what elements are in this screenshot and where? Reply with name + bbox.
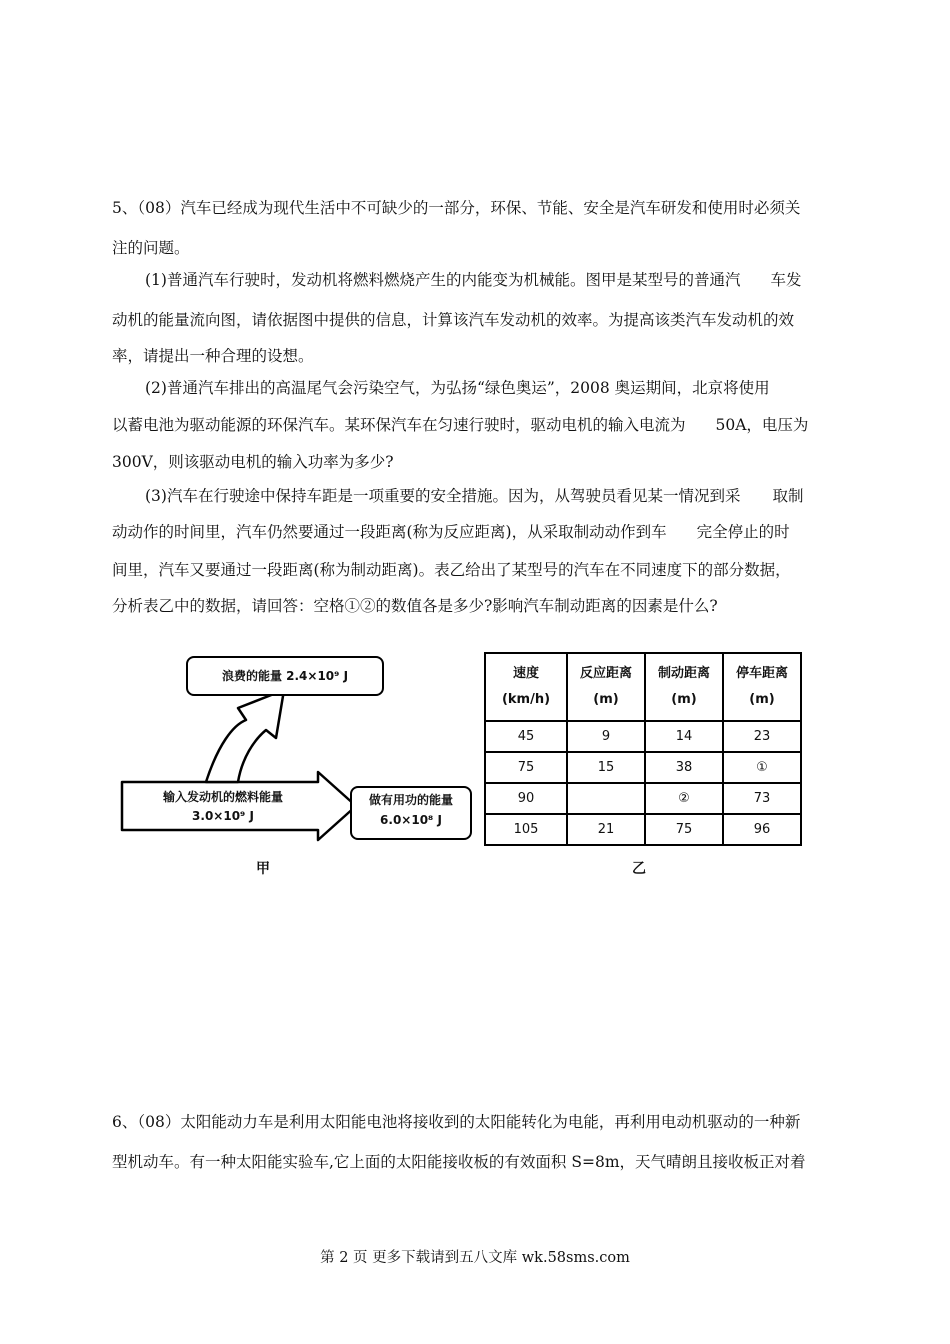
header-braking-distance: 制动距离 (m) xyxy=(645,653,723,721)
q6-line-1: 6、（08）太阳能动力车是利用太阳能电池将接收到的太阳能转化为电能，再利用电动机驱动的一种新 xyxy=(112,1113,801,1131)
input-energy-title: 输入发动机的燃料能量 xyxy=(162,790,283,804)
figure-label-jia: 甲 xyxy=(256,861,270,877)
table-cell: 96 xyxy=(723,814,801,845)
table-cell: 73 xyxy=(723,783,801,814)
table-cell: 23 xyxy=(723,721,801,752)
table-header-row xyxy=(485,653,801,721)
table-cell: 75 xyxy=(485,752,567,783)
useful-energy-title: 做有用功的能量 xyxy=(368,793,453,807)
header-speed: 速度 (km/h) xyxy=(485,653,567,721)
table-cell: 14 xyxy=(645,721,723,752)
table-row xyxy=(485,752,801,783)
input-energy-value: 3.0×10⁹ J xyxy=(192,809,254,823)
table-cell: 9 xyxy=(567,721,645,752)
waste-energy-box: 浪费的能量 2.4×10⁹ J xyxy=(186,656,384,696)
table-cell: 90 xyxy=(485,783,567,814)
input-energy-label xyxy=(128,788,318,826)
q5-part3-text-c: 动动作的时间里，汽车仍然要通过一段距离(称为反应距离)，从采取制动动作到车 xyxy=(112,523,667,541)
table-cell xyxy=(567,783,645,814)
q5-line-2: 注的问题。 xyxy=(112,239,190,257)
waste-energy-arrow xyxy=(206,690,284,782)
table-cell: ① xyxy=(723,752,801,783)
q5-part1-text-a: (1)普通汽车行驶时，发动机将燃料燃烧产生的内能变为机械能。图甲是某型号的普通汽 xyxy=(145,271,741,289)
energy-flow-diagram xyxy=(118,650,488,890)
q5-part3-line-2 xyxy=(112,522,790,542)
table-cell: 75 xyxy=(645,814,723,845)
speed-distance-table-wrap xyxy=(484,652,802,846)
table-row xyxy=(485,783,801,814)
header-stopping-distance: 停车距离 (m) xyxy=(723,653,801,721)
page-footer: 第 2 页 更多下载请到五八文库 wk.58sms.com xyxy=(320,1250,630,1266)
q5-part2-text-b: 50A，电压为 xyxy=(715,416,809,434)
figure-label-yi: 乙 xyxy=(632,861,646,877)
q5-part3-text-a: (3)汽车在行驶途中保持车距是一项重要的安全措施。因为，从驾驶员看见某一情况到采 xyxy=(145,487,741,505)
table-cell: 38 xyxy=(645,752,723,783)
header-reaction-distance: 反应距离 (m) xyxy=(567,653,645,721)
table-cell: 45 xyxy=(485,721,567,752)
q5-line-1: 5、（08）汽车已经成为现代生活中不可缺少的一部分，环保、节能、安全是汽车研发和使用时必须关 xyxy=(112,199,801,217)
q5-part1-line-3: 率，请提出一种合理的设想。 xyxy=(112,347,314,365)
q6-line-2: 型机动车。有一种太阳能实验车,它上面的太阳能接收板的有效面积 S=8m，天气晴朗且接收板正对着 xyxy=(112,1153,806,1171)
speed-distance-table xyxy=(484,652,802,846)
q5-part1-line-2: 动机的能量流向图，请依据图中提供的信息，计算该汽车发动机的效率。为提高该类汽车发动机的效 xyxy=(112,311,795,329)
q5-part3-text-d: 完全停止的时 xyxy=(696,523,790,541)
q5-part3-line-3: 间里，汽车又要通过一段距离(称为制动距离)。表乙给出了某型号的汽车在不同速度下的部分数据， xyxy=(112,561,791,579)
table-cell: 15 xyxy=(567,752,645,783)
q5-part3-line-4: 分析表乙中的数据，请回答：空格①②的数值各是多少?影响汽车制动距离的因素是什么? xyxy=(112,597,718,615)
table-row xyxy=(485,814,801,845)
q5-part2-line-1: (2)普通汽车排出的高温尾气会污染空气，为弘扬“绿色奥运”，2008 奥运期间，北京将使用 xyxy=(145,379,770,397)
table-cell: ② xyxy=(645,783,723,814)
table-cell: 21 xyxy=(567,814,645,845)
q5-part2-line-3: 300V，则该驱动电机的输入功率为多少? xyxy=(112,453,394,471)
q5-part2-line-2 xyxy=(112,415,808,435)
q5-part3-text-b: 取制 xyxy=(772,487,804,505)
useful-energy-box xyxy=(350,786,472,840)
q5-part1-text-b: 车发 xyxy=(770,271,802,289)
q5-part3-line-1 xyxy=(145,486,803,506)
useful-energy-value: 6.0×10⁸ J xyxy=(380,813,442,827)
table-cell: 105 xyxy=(485,814,567,845)
table-row xyxy=(485,721,801,752)
q5-part2-text-a: 以蓄电池为驱动能源的环保汽车。某环保汽车在匀速行驶时，驱动电机的输入电流为 xyxy=(112,416,686,434)
q5-part1-line-1 xyxy=(145,270,801,290)
